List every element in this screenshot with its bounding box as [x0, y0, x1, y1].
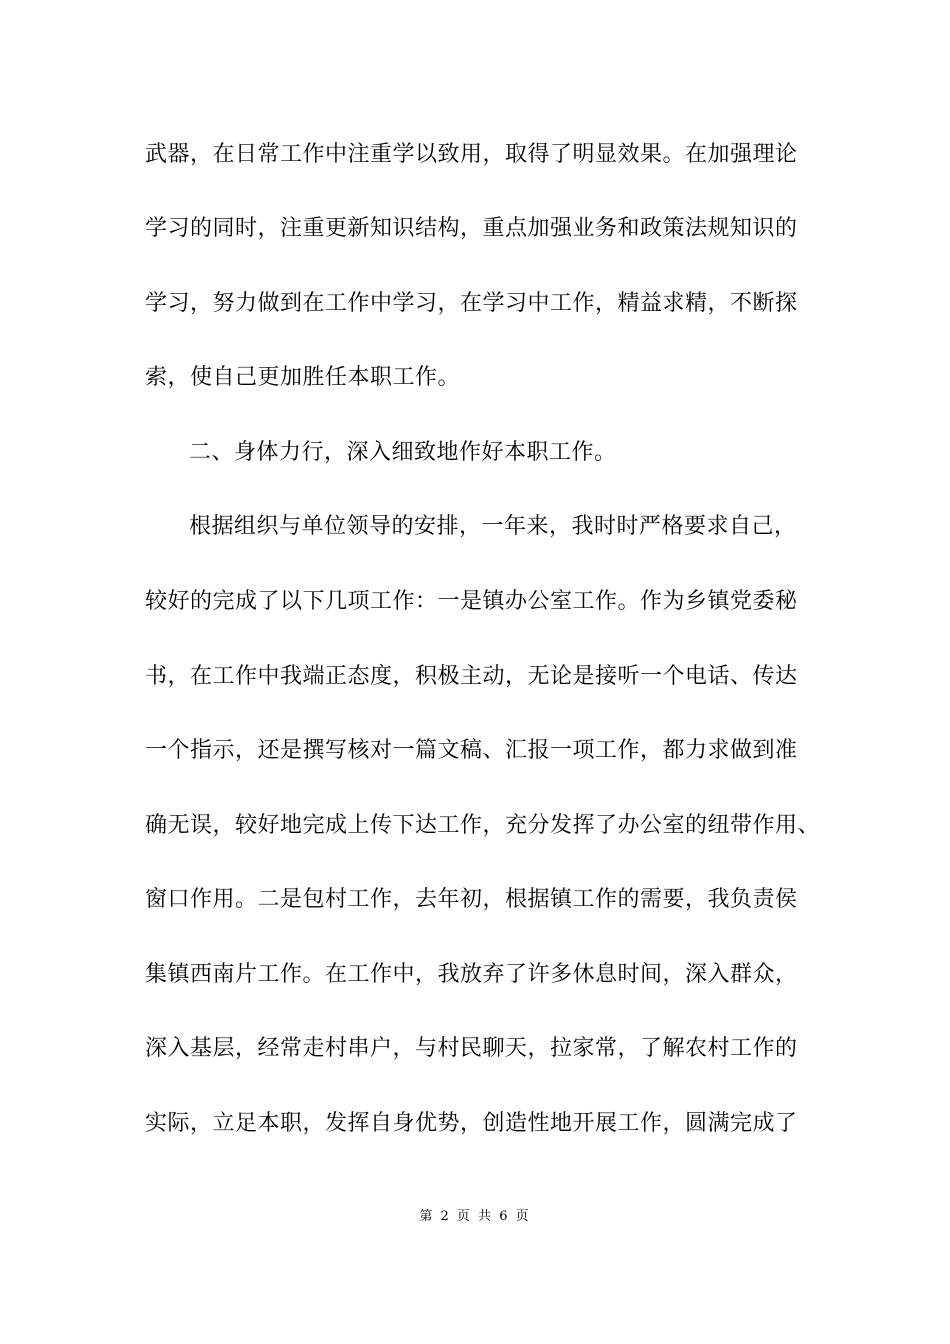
body-text-line: 较好的完成了以下几项工作：一是镇办公室工作。作为乡镇党委秘: [145, 589, 798, 614]
body-text-line: 一个指示，还是撰写核对一篇文稿、汇报一项工作，都力求做到准: [145, 738, 798, 763]
body-text-line: 实际，立足本职，发挥自身优势，创造性地开展工作，圆满完成了: [145, 1111, 798, 1136]
body-text-line: 确无误，较好地完成上传下达工作，充分发挥了办公室的纽带作用、: [145, 813, 821, 838]
page-number-footer: 第 2 页 共 6 页: [419, 1209, 531, 1224]
body-text-line: 武器，在日常工作中注重学以致用，取得了明显效果。在加强理论: [145, 142, 798, 167]
section-heading: 二、身体力行，深入细致地作好本职工作。: [189, 440, 617, 465]
body-text-line: 学习的同时，注重更新知识结构，重点加强业务和政策法规知识的: [145, 216, 798, 241]
body-text-line: 书，在工作中我端正态度，积极主动，无论是接听一个电话、传达: [145, 664, 798, 689]
body-text-line: 索，使自己更加胜任本职工作。: [145, 365, 461, 390]
body-text-line: 学习，努力做到在工作中学习，在学习中工作，精益求精，不断探: [145, 291, 798, 316]
body-text-line: 集镇西南片工作。在工作中，我放弃了许多休息时间，深入群众，: [145, 962, 798, 987]
body-text-line: 深入基层，经常走村串户，与村民聊天，拉家常，了解农村工作的: [145, 1036, 798, 1061]
paragraph-first-line: 根据组织与单位领导的安排，一年来，我时时严格要求自己，: [189, 514, 797, 539]
body-text-line: 窗口作用。二是包村工作，去年初，根据镇工作的需要，我负责侯: [145, 887, 798, 912]
